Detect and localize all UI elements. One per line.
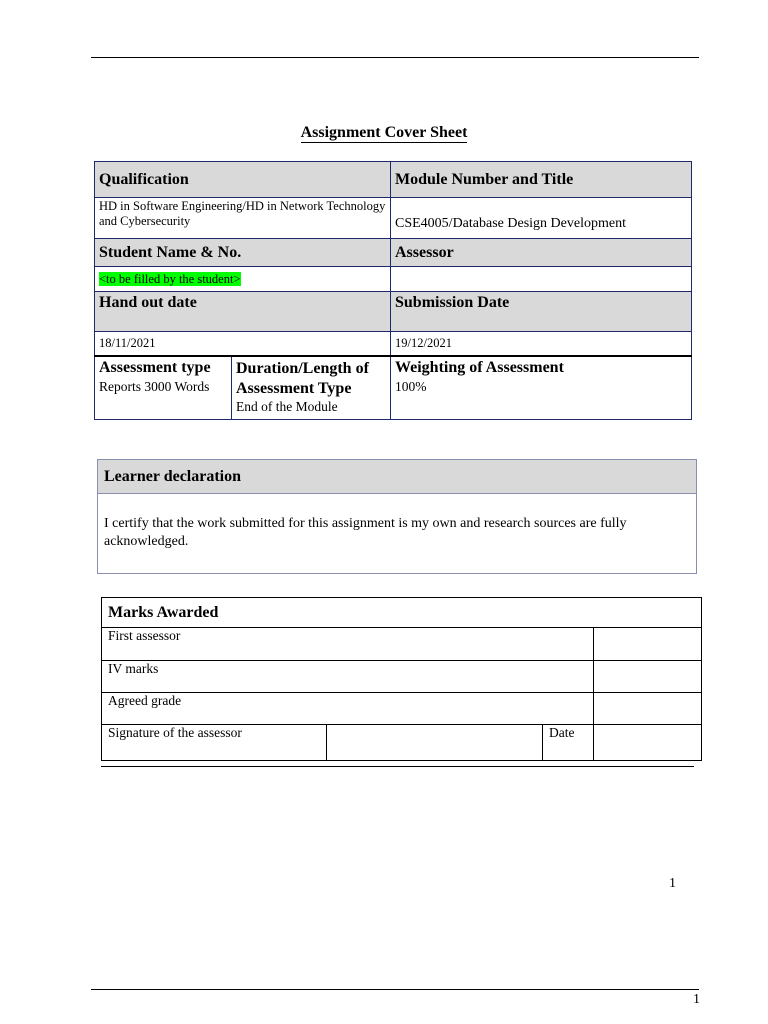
- date-label: Date: [543, 725, 594, 761]
- header-rule: [91, 57, 699, 58]
- date-value: [594, 725, 702, 761]
- inner-page-number: 1: [669, 876, 676, 891]
- assessment-type-label: Assessment type: [99, 358, 211, 376]
- signature-label: Signature of the assessor: [102, 725, 327, 761]
- marks-heading: Marks Awarded: [102, 598, 702, 628]
- marks-underline: [101, 766, 694, 767]
- duration-value: End of the Module: [236, 398, 338, 414]
- student-label: Student Name & No.: [95, 239, 391, 267]
- iv-marks-label: IV marks: [102, 661, 594, 693]
- page-title: Assignment Cover Sheet: [300, 124, 468, 141]
- declaration-text: I certify that the work submitted for this assignment is my own and research sources are fully acknowledged.: [98, 494, 697, 574]
- weighting-cell: [391, 356, 692, 420]
- marks-table: [101, 597, 702, 761]
- duration-label: Duration/Length of Assessment Type: [236, 359, 369, 397]
- assessor-label: Assessor: [391, 239, 692, 267]
- cover-table: [94, 161, 692, 420]
- first-assessor-mark: [594, 628, 702, 661]
- module-label: Module Number and Title: [391, 162, 692, 198]
- submission-value: 19/12/2021: [391, 332, 692, 356]
- assessment-type-cell: [95, 356, 232, 420]
- page-number: 1: [693, 992, 700, 1007]
- submission-label: Submission Date: [391, 292, 692, 332]
- assessor-value: [391, 267, 692, 292]
- footer-rule: [91, 989, 699, 990]
- handout-label: Hand out date: [95, 292, 391, 332]
- agreed-grade-label: Agreed grade: [102, 693, 594, 725]
- declaration-heading: Learner declaration: [98, 460, 697, 494]
- weighting-label: Weighting of Assessment: [395, 358, 564, 376]
- qualification-label: Qualification: [95, 162, 391, 198]
- iv-marks-value: [594, 661, 702, 693]
- first-assessor-label: First assessor: [102, 628, 594, 661]
- duration-cell: [232, 356, 391, 420]
- agreed-grade-value: [594, 693, 702, 725]
- weighting-value: 100%: [395, 378, 427, 394]
- module-value: CSE4005/Database Design Development: [391, 198, 692, 239]
- handout-value: 18/11/2021: [95, 332, 391, 356]
- assessment-type-value: Reports 3000 Words: [99, 378, 210, 394]
- student-placeholder-highlight: <to be filled by the student>: [99, 271, 241, 286]
- student-value: [95, 267, 391, 292]
- signature-value: [327, 725, 543, 761]
- declaration-box: [97, 459, 697, 574]
- qualification-value: HD in Software Engineering/HD in Network Technology and Cybersecurity: [95, 198, 391, 239]
